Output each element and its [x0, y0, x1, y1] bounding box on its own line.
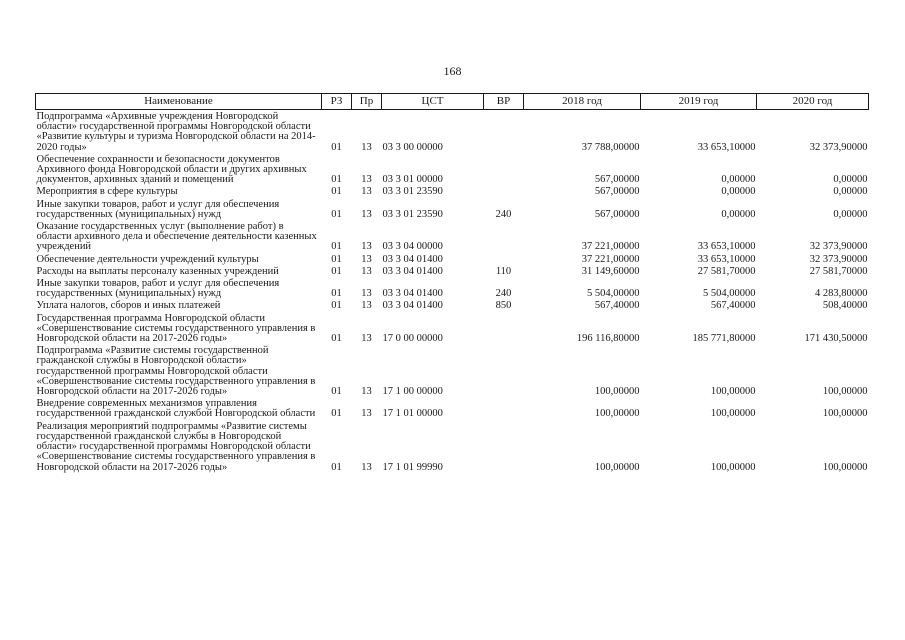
cell-vr: 240: [495, 208, 512, 220]
cell-cst: 03 3 00 00000: [382, 141, 443, 153]
cell-2020: 0,00000: [833, 208, 868, 220]
cell-cst: 17 1 00 00000: [382, 386, 443, 398]
cell-rz: 01: [331, 386, 342, 398]
cell-2020: 0,00000: [833, 174, 868, 186]
cell-pr: 13: [361, 408, 372, 420]
cell-rz: 01: [331, 461, 342, 473]
cell-name: Обеспечение деятельности учреждений культуры: [36, 253, 259, 265]
cell-2019: 567,40000: [710, 300, 756, 312]
header-2020: 2020 год: [757, 94, 869, 110]
table-row: [36, 220, 869, 253]
cell-cst: 03 3 01 23590: [382, 186, 443, 198]
cell-2019: 27 581,70000: [697, 265, 756, 277]
cell-2018: 31 149,60000: [581, 265, 640, 277]
cell-2019: 33 653,10000: [697, 241, 756, 253]
cell-cst: 17 1 01 99990: [382, 461, 443, 473]
cell-name: Иные закупки товаров, работ и услуг для обеспечения государственных (муниципальных) нужд: [36, 198, 280, 220]
cell-pr: 13: [361, 300, 372, 312]
cell-vr: [484, 420, 524, 473]
page-number: 168: [443, 64, 462, 78]
cell-2018: 100,00000: [594, 461, 640, 473]
cell-cst: 03 3 04 01400: [382, 265, 443, 277]
cell-pr: 13: [361, 288, 372, 300]
cell-rz: 01: [331, 265, 342, 277]
cell-name: Мероприятия в сфере культуры: [36, 186, 178, 198]
cell-2019: 33 653,10000: [697, 253, 756, 265]
cell-rz: 01: [331, 408, 342, 420]
cell-2020: 0,00000: [833, 186, 868, 198]
header-row: [36, 94, 869, 110]
cell-2020: 32 373,90000: [809, 253, 868, 265]
cell-rz: 01: [331, 208, 342, 220]
header-rz: РЗ: [322, 94, 352, 110]
table-row: [36, 397, 869, 419]
cell-rz: 01: [331, 141, 342, 153]
cell-name: Обеспечение сохранности и безопасности документов Архивного фонда Новгородской области и других архивных документов, архивных зданий и помещений: [36, 153, 307, 186]
cell-2019: 5 504,00000: [703, 288, 756, 300]
cell-name: Иные закупки товаров, работ и услуг для обеспечения государственных (муниципальных) нужд: [36, 278, 280, 300]
header-2019: 2019 год: [641, 94, 757, 110]
cell-cst: 17 0 00 00000: [382, 333, 443, 345]
table-row: [36, 185, 869, 197]
cell-2020: 4 283,80000: [815, 288, 868, 300]
cell-cst: 03 3 04 01400: [382, 253, 443, 265]
cell-rz: 01: [331, 253, 342, 265]
cell-name: Подпрограмма «Архивные учреждения Новгородской области» государственной программы Новгородской области «Развитие культуры и туризма Новгородской области на 2014-2020 годы»: [36, 111, 316, 153]
cell-vr: 110: [495, 265, 512, 277]
cell-vr: [484, 312, 524, 345]
cell-rz: 01: [331, 174, 342, 186]
cell-2018: 37 221,00000: [581, 241, 640, 253]
table-row: [36, 153, 869, 186]
cell-2018: 567,00000: [594, 208, 640, 220]
table-row: [36, 277, 869, 299]
cell-2019: 100,00000: [710, 408, 756, 420]
cell-2020: 100,00000: [822, 461, 868, 473]
budget-table: [35, 93, 869, 473]
cell-pr: 13: [361, 333, 372, 345]
cell-vr: [484, 344, 524, 397]
table-row: [36, 299, 869, 311]
header-2018: 2018 год: [524, 94, 641, 110]
table-row: [36, 265, 869, 277]
cell-2019: 33 653,10000: [697, 141, 756, 153]
header-vr: ВР: [484, 94, 524, 110]
cell-rz: 01: [331, 288, 342, 300]
cell-vr: [484, 397, 524, 419]
cell-2018: 37 788,00000: [581, 141, 640, 153]
cell-2019: 100,00000: [710, 386, 756, 398]
cell-pr: 13: [361, 174, 372, 186]
cell-pr: 13: [361, 253, 372, 265]
table-row: [36, 253, 869, 265]
cell-vr: [484, 220, 524, 253]
cell-vr: [484, 253, 524, 265]
cell-pr: 13: [361, 186, 372, 198]
cell-2019: 100,00000: [710, 461, 756, 473]
cell-cst: 17 1 01 00000: [382, 408, 443, 420]
header-pr: Пр: [352, 94, 382, 110]
table-row: [36, 198, 869, 220]
cell-2019: 0,00000: [721, 208, 756, 220]
cell-2018: 567,00000: [594, 186, 640, 198]
table-row: [36, 312, 869, 345]
table-row: [36, 344, 869, 397]
cell-rz: 01: [331, 186, 342, 198]
header-name: Наименование: [36, 94, 322, 110]
cell-rz: 01: [331, 333, 342, 345]
cell-cst: 03 3 04 01400: [382, 300, 443, 312]
cell-pr: 13: [361, 265, 372, 277]
cell-2019: 0,00000: [721, 174, 756, 186]
cell-2020: 100,00000: [822, 408, 868, 420]
cell-cst: 03 3 04 00000: [382, 241, 443, 253]
cell-cst: 03 3 04 01400: [382, 288, 443, 300]
cell-2018: 196 116,80000: [576, 333, 640, 345]
cell-pr: 13: [361, 461, 372, 473]
table-row: [36, 420, 869, 473]
cell-2020: 27 581,70000: [809, 265, 868, 277]
cell-2020: 32 373,90000: [809, 141, 868, 153]
cell-2018: 100,00000: [594, 386, 640, 398]
cell-pr: 13: [361, 141, 372, 153]
cell-vr: [484, 110, 524, 153]
cell-2020: 32 373,90000: [809, 241, 868, 253]
cell-rz: 01: [331, 241, 342, 253]
cell-2019: 185 771,80000: [692, 333, 756, 345]
cell-name: Расходы на выплаты персоналу казенных учреждений: [36, 265, 279, 277]
cell-pr: 13: [361, 241, 372, 253]
cell-2018: 100,00000: [594, 408, 640, 420]
cell-2020: 508,40000: [822, 300, 868, 312]
cell-2019: 0,00000: [721, 186, 756, 198]
cell-2020: 171 430,50000: [804, 333, 868, 345]
cell-name: Подпрограмма «Развитие системы государственной гражданской службы в Новгородской области» государственной программы Новгородской области «Совершенствование системы государственного управления в Новгородской области на 2017-2026 годы»: [36, 345, 316, 398]
cell-2018: 37 221,00000: [581, 253, 640, 265]
cell-vr: 240: [495, 288, 512, 300]
header-cst: ЦСТ: [382, 94, 484, 110]
cell-name: Реализация мероприятий подпрограммы «Развитие системы государственной гражданской службы в Новгородской области» государственной программы Новгородской области «Совершенствование системы государственного управления в Новгородской области на 2017-2026 годы»: [36, 420, 316, 473]
cell-pr: 13: [361, 208, 372, 220]
cell-pr: 13: [361, 386, 372, 398]
cell-2020: 100,00000: [822, 386, 868, 398]
cell-cst: 03 3 01 23590: [382, 208, 443, 220]
cell-rz: 01: [331, 300, 342, 312]
cell-cst: 03 3 01 00000: [382, 174, 443, 186]
cell-2018: 567,00000: [594, 174, 640, 186]
cell-2018: 5 504,00000: [587, 288, 640, 300]
cell-vr: [484, 185, 524, 197]
cell-vr: [484, 153, 524, 186]
cell-name: Государственная программа Новгородской области «Совершенствование системы государственного управления в Новгородской области на 2017-2026 годы»: [36, 312, 316, 345]
cell-name: Оказание государственных услуг (выполнение работ) в области архивного дела и обеспечение деятельности казенных учреждений: [36, 221, 317, 253]
cell-name: Внедрение современных механизмов управления государственной гражданской службой Новгородской области: [36, 398, 316, 420]
cell-2018: 567,40000: [594, 300, 640, 312]
cell-name: Уплата налогов, сборов и иных платежей: [36, 300, 221, 312]
table-row: [36, 110, 869, 153]
cell-vr: 850: [495, 300, 512, 312]
